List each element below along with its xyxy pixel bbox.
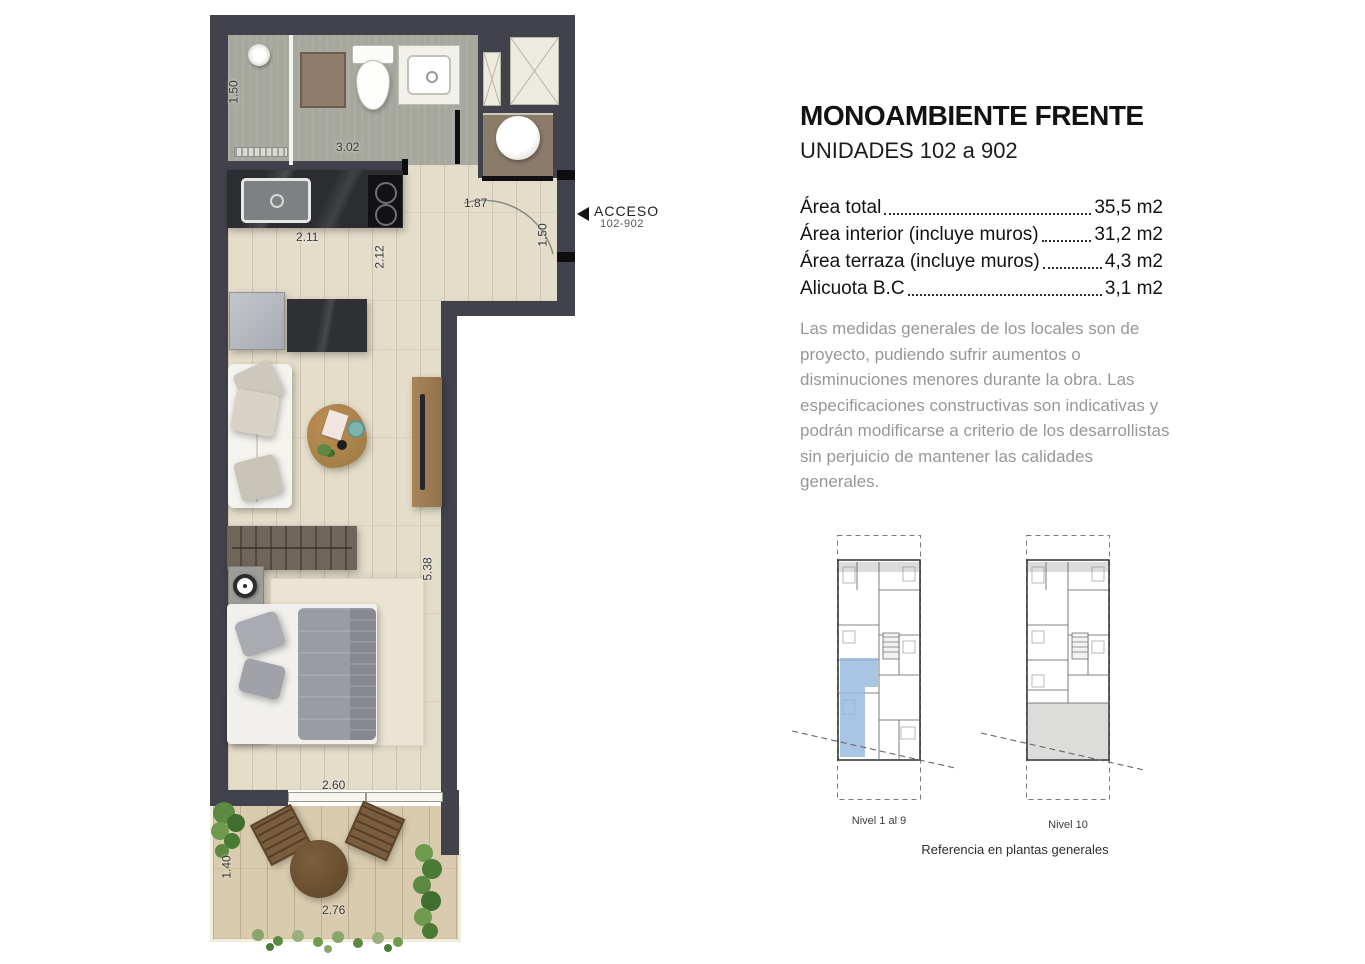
dim-entry-height: 1.50 <box>535 223 550 247</box>
lamp-top-dot <box>243 584 247 588</box>
access-label: ACCESO <box>594 203 660 219</box>
area-row <box>800 192 1163 219</box>
dim-living-height: 5.38 <box>420 557 435 581</box>
dim-kitchen-width: 2.11 <box>296 230 319 244</box>
disclaimer-text: Las medidas generales de los locales son de proyecto, pudiendo sufrir aumentos o disminuciones menores durante la obra. Las especificaciones constructivas son indicativas y podrán modificarse a criterio de los desarrollistas sin perjuicio de mantener las calidades generales. <box>800 319 1170 491</box>
dim-terrace-depth: 1.40 <box>219 855 234 879</box>
coffee-table-bowl <box>337 440 347 450</box>
page-subtitle: UNIDADES 102 a 902 <box>800 138 1018 163</box>
area-label: Área terraza (incluye muros) <box>800 251 1040 272</box>
area-value: 31,2 m2 <box>1094 224 1163 245</box>
coffee-table-paper <box>321 410 348 441</box>
dim-terrace-width: 2.76 <box>322 903 346 917</box>
dot-leader <box>908 294 1102 296</box>
area-value: 35,5 m2 <box>1094 197 1163 218</box>
area-value: 4,3 m2 <box>1104 251 1163 272</box>
dresser-handle-line <box>232 547 352 549</box>
sofa-pillow-2 <box>230 388 281 437</box>
area-label: Área total <box>800 197 882 218</box>
area-label: Alicuota B.C <box>800 278 905 299</box>
dot-leader <box>884 213 1091 215</box>
mini-plan-2-label: Nivel 10 <box>1048 819 1088 831</box>
mini-plan-nivel-1-9 <box>837 535 921 801</box>
tv-screen <box>420 394 425 490</box>
coffee-table-plant <box>317 444 331 456</box>
terrace-plants <box>210 795 460 964</box>
dresser <box>227 526 357 570</box>
access-units: 102-902 <box>600 218 644 230</box>
area-row <box>800 273 1163 300</box>
area-label: Área interior (incluye muros) <box>800 224 1039 245</box>
info-panel <box>800 0 1220 964</box>
access-arrow-icon <box>577 207 589 221</box>
reference-caption: Referencia en plantas generales <box>921 842 1109 857</box>
dim-bath-width: 3.02 <box>336 140 360 154</box>
dim-bedroom-width: 2.60 <box>322 778 346 792</box>
duvet-fold <box>350 608 376 740</box>
area-value: 3,1 m2 <box>1104 278 1163 299</box>
dot-leader <box>1042 240 1092 242</box>
dot-leader <box>1043 267 1102 269</box>
area-row <box>800 219 1163 246</box>
coffee-table-plate <box>347 420 365 438</box>
dim-kitchen-height: 2.12 <box>372 245 387 269</box>
mini-plan-1-label: Nivel 1 al 9 <box>851 815 907 827</box>
page-title: MONOAMBIENTE FRENTE <box>800 100 1144 131</box>
tv-console <box>412 377 442 507</box>
dim-shower-width: 1.50 <box>226 80 241 104</box>
area-row <box>800 246 1163 273</box>
area-list <box>800 192 1163 300</box>
mini-plan-nivel-10 <box>1026 535 1110 801</box>
coffee-table <box>307 404 367 468</box>
dim-entry-width: 1.87 <box>464 196 488 210</box>
